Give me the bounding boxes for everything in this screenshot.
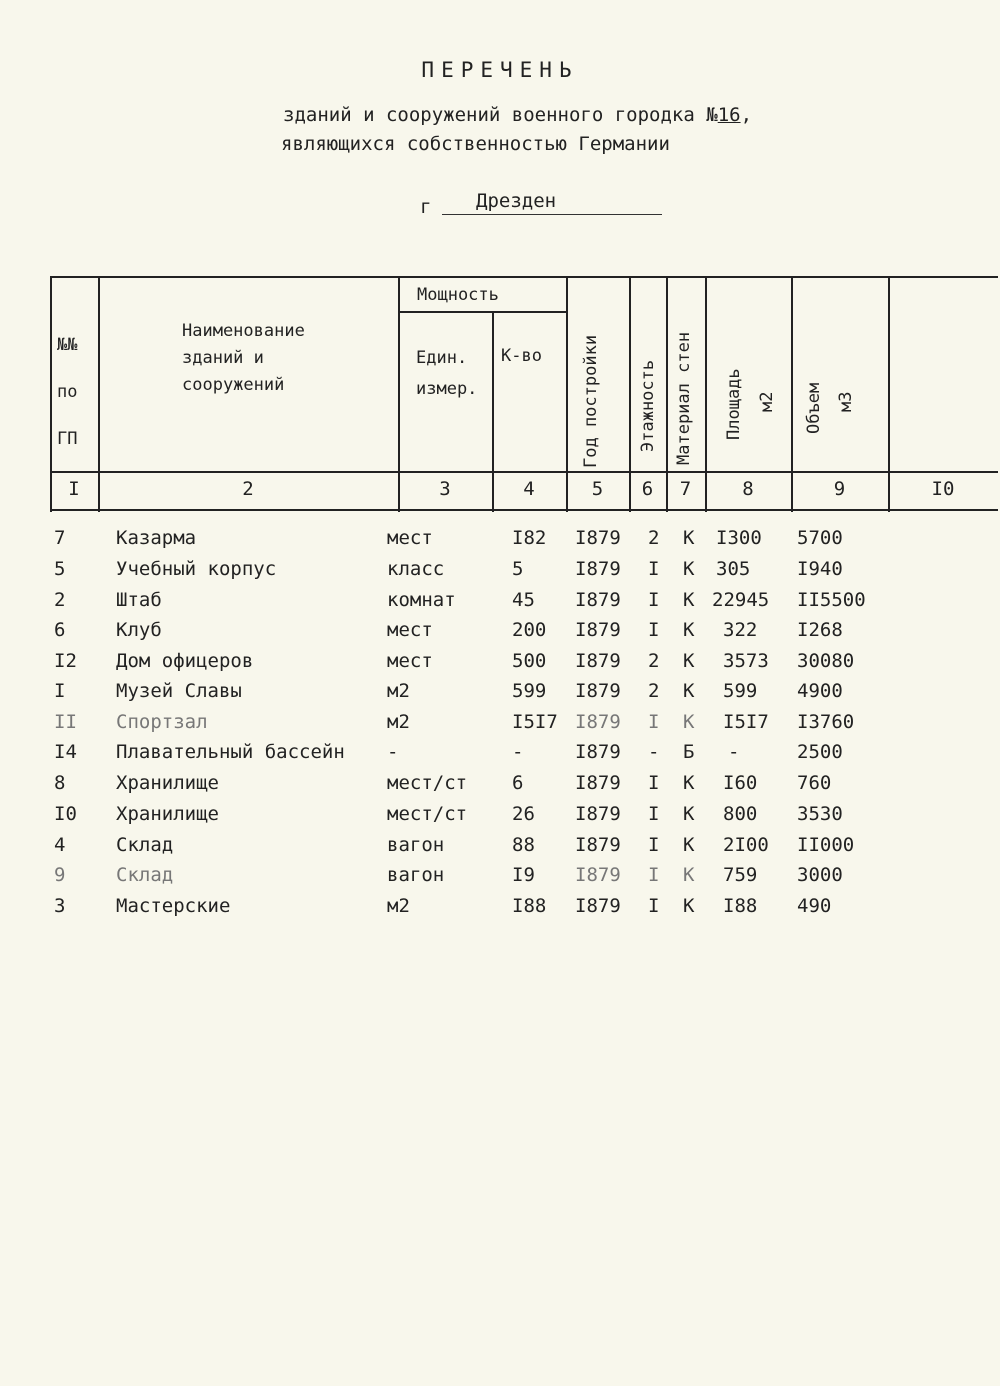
row-floors: I xyxy=(648,619,660,641)
grid-line-6 xyxy=(666,276,668,512)
table-row xyxy=(0,834,1000,864)
row-number: 6 xyxy=(54,619,66,641)
row-qty: 88 xyxy=(512,834,535,856)
row-qty: - xyxy=(512,741,524,763)
row-qty: 5 xyxy=(512,558,524,580)
row-qty: I9 xyxy=(512,864,535,886)
row-area: I5I7 xyxy=(723,711,769,733)
row-floors: I xyxy=(648,864,660,886)
city-value: Дрезден xyxy=(476,190,557,212)
row-number: 7 xyxy=(54,527,66,549)
row-number: 4 xyxy=(54,834,66,856)
row-qty: 200 xyxy=(512,619,547,641)
grid-line-left xyxy=(50,276,52,512)
city-underline xyxy=(442,214,662,215)
row-name: Учебный корпус xyxy=(116,558,277,580)
header-number-line-3: ГП xyxy=(57,429,78,449)
row-number: I4 xyxy=(54,741,77,763)
row-name: Склад xyxy=(116,834,174,856)
row-material: К xyxy=(683,589,695,611)
header-number xyxy=(57,322,77,463)
subtitle-line-2: являющихся собственностью Германии xyxy=(281,133,670,155)
row-year: I879 xyxy=(575,772,621,794)
row-material: К xyxy=(683,711,695,733)
table-row xyxy=(0,895,1000,925)
row-unit: м2 xyxy=(387,680,410,702)
table-row xyxy=(0,803,1000,833)
row-floors: - xyxy=(648,741,660,763)
row-year: I879 xyxy=(575,650,621,672)
row-unit: класс xyxy=(387,558,445,580)
row-unit: мест/ст xyxy=(387,772,468,794)
table-top-border xyxy=(50,276,998,278)
row-year: I879 xyxy=(575,803,621,825)
header-name-line-1: Наименование xyxy=(182,321,305,341)
row-year: I879 xyxy=(575,711,621,733)
row-name: Плавательный бассейн xyxy=(116,741,345,763)
row-year: I879 xyxy=(575,895,621,917)
header-area: Площадь xyxy=(724,368,744,440)
row-floors: 2 xyxy=(648,650,660,672)
row-qty: 599 xyxy=(512,680,547,702)
row-area: I88 xyxy=(723,895,758,917)
row-name: Дом офицеров xyxy=(116,650,254,672)
row-volume: 760 xyxy=(797,772,832,794)
grid-line-8 xyxy=(791,276,793,512)
row-area: 759 xyxy=(723,864,758,886)
subtitle-line-1-prefix: зданий и сооружений военного городка № xyxy=(283,104,718,126)
grid-line-7 xyxy=(705,276,707,512)
header-name-line-3: сооружений xyxy=(182,375,285,395)
header-capacity: Мощность xyxy=(417,285,499,305)
row-area: 2I00 xyxy=(723,834,769,856)
row-material: К xyxy=(683,650,695,672)
column-number-1: I xyxy=(68,478,80,500)
row-year: I879 xyxy=(575,589,621,611)
row-number: I2 xyxy=(54,650,77,672)
row-unit: мест xyxy=(387,619,433,641)
row-area: I300 xyxy=(716,527,762,549)
row-name: Музей Славы xyxy=(116,680,242,702)
header-volume: Объем xyxy=(804,382,824,434)
column-number-6: 6 xyxy=(641,478,654,500)
column-number-9: 9 xyxy=(833,478,846,500)
row-volume: I268 xyxy=(797,619,843,641)
row-unit: вагон xyxy=(387,834,445,856)
grid-line-4 xyxy=(566,276,568,512)
row-area: 800 xyxy=(723,803,758,825)
row-floors: I xyxy=(648,711,660,733)
row-floors: I xyxy=(648,895,660,917)
row-volume: 3000 xyxy=(797,864,843,886)
row-volume: II5500 xyxy=(797,589,866,611)
header-name xyxy=(182,318,305,399)
header-bottom-border xyxy=(50,471,998,473)
document-title: ПЕРЕЧЕНЬ xyxy=(421,58,579,82)
row-volume: 3530 xyxy=(797,803,843,825)
row-area: 305 xyxy=(716,558,751,580)
row-unit: - xyxy=(387,741,399,763)
row-unit: мест xyxy=(387,527,433,549)
header-number-line-2: по xyxy=(57,382,78,402)
column-number-5: 5 xyxy=(591,478,604,500)
row-floors: 2 xyxy=(648,527,660,549)
row-qty: 26 xyxy=(512,803,535,825)
town-number: 16 xyxy=(717,104,741,126)
row-material: К xyxy=(683,834,695,856)
row-unit: м2 xyxy=(387,895,410,917)
row-area: - xyxy=(728,741,740,763)
column-number-2: 2 xyxy=(242,478,254,500)
row-floors: I xyxy=(648,803,660,825)
row-volume: 30080 xyxy=(797,650,855,672)
row-year: I879 xyxy=(575,680,621,702)
row-floors: I xyxy=(648,558,660,580)
header-number-line-1: №№ xyxy=(57,335,78,355)
capacity-divider xyxy=(398,311,566,313)
row-number: 9 xyxy=(54,864,66,886)
column-number-7: 7 xyxy=(679,478,692,500)
row-unit: м2 xyxy=(387,711,410,733)
row-year: I879 xyxy=(575,741,621,763)
row-material: К xyxy=(683,864,695,886)
row-qty: I88 xyxy=(512,895,547,917)
row-volume: 5700 xyxy=(797,527,843,549)
row-floors: I xyxy=(648,834,660,856)
row-area: 22945 xyxy=(712,589,770,611)
row-material: К xyxy=(683,772,695,794)
header-unit-line-1: Един. xyxy=(416,348,468,368)
table-row xyxy=(0,558,1000,588)
column-number-3: 3 xyxy=(439,478,451,500)
column-number-8: 8 xyxy=(742,478,754,500)
row-unit: вагон xyxy=(387,864,445,886)
row-floors: I xyxy=(648,772,660,794)
row-number: II xyxy=(54,711,77,733)
row-material: К xyxy=(683,680,695,702)
row-unit: мест/ст xyxy=(387,803,468,825)
row-material: К xyxy=(683,803,695,825)
row-year: I879 xyxy=(575,527,621,549)
row-name: Хранилище xyxy=(116,772,219,794)
table-row xyxy=(0,772,1000,802)
header-area-unit: м2 xyxy=(757,391,777,412)
row-area: 599 xyxy=(723,680,758,702)
header-floors: Этажность xyxy=(638,359,658,452)
row-unit: комнат xyxy=(387,589,456,611)
row-qty: 45 xyxy=(512,589,535,611)
header-year: Год постройки xyxy=(581,334,601,468)
row-year: I879 xyxy=(575,619,621,641)
row-area: I60 xyxy=(723,772,758,794)
row-name: Мастерские xyxy=(116,895,231,917)
row-material: К xyxy=(683,558,695,580)
table-row xyxy=(0,741,1000,771)
grid-line-5 xyxy=(629,276,631,512)
row-qty: 6 xyxy=(512,772,524,794)
row-qty: I82 xyxy=(512,527,547,549)
subtitle-line-1-suffix: , xyxy=(740,104,753,126)
row-material: Б xyxy=(683,741,695,763)
row-volume: 4900 xyxy=(797,680,843,702)
header-material: Материал стен xyxy=(674,331,694,465)
header-qty: К-во xyxy=(501,346,542,366)
table-row xyxy=(0,589,1000,619)
row-area: 3573 xyxy=(723,650,769,672)
row-floors: I xyxy=(648,589,660,611)
row-qty: 500 xyxy=(512,650,547,672)
row-qty: I5I7 xyxy=(512,711,558,733)
table-row xyxy=(0,650,1000,680)
row-area: 322 xyxy=(723,619,758,641)
row-volume: I3760 xyxy=(797,711,855,733)
row-name: Штаб xyxy=(116,589,162,611)
grid-line-1 xyxy=(98,276,100,512)
row-number: 2 xyxy=(54,589,66,611)
row-number: 5 xyxy=(54,558,66,580)
numbering-row-border xyxy=(50,509,998,511)
row-number: I0 xyxy=(54,803,77,825)
row-name: Склад xyxy=(116,864,174,886)
table-row xyxy=(0,864,1000,894)
grid-line-9 xyxy=(888,276,890,512)
header-volume-unit: м3 xyxy=(836,391,856,412)
row-material: К xyxy=(683,619,695,641)
table-row xyxy=(0,680,1000,710)
row-name: Казарма xyxy=(116,527,197,549)
row-year: I879 xyxy=(575,864,621,886)
table-row xyxy=(0,527,1000,557)
row-volume: II000 xyxy=(797,834,855,856)
row-volume: 490 xyxy=(797,895,832,917)
city-label: г xyxy=(420,196,432,218)
header-unit xyxy=(416,343,477,405)
row-volume: I940 xyxy=(797,558,843,580)
row-name: Хранилище xyxy=(116,803,219,825)
row-name: Спортзал xyxy=(116,711,208,733)
row-name: Клуб xyxy=(116,619,162,641)
row-floors: 2 xyxy=(648,680,660,702)
table-row xyxy=(0,619,1000,649)
column-number-10: I0 xyxy=(931,478,955,500)
header-unit-line-2: измер. xyxy=(416,379,478,399)
row-number: 3 xyxy=(54,895,66,917)
row-unit: мест xyxy=(387,650,433,672)
row-number: 8 xyxy=(54,772,66,794)
column-number-4: 4 xyxy=(523,478,535,500)
row-year: I879 xyxy=(575,558,621,580)
row-year: I879 xyxy=(575,834,621,856)
row-material: К xyxy=(683,527,695,549)
table-row xyxy=(0,711,1000,741)
row-volume: 2500 xyxy=(797,741,843,763)
row-number: I xyxy=(54,680,66,702)
row-material: К xyxy=(683,895,695,917)
subtitle-line-1 xyxy=(283,104,752,126)
grid-line-2 xyxy=(398,276,400,512)
header-name-line-2: зданий и xyxy=(182,348,264,368)
